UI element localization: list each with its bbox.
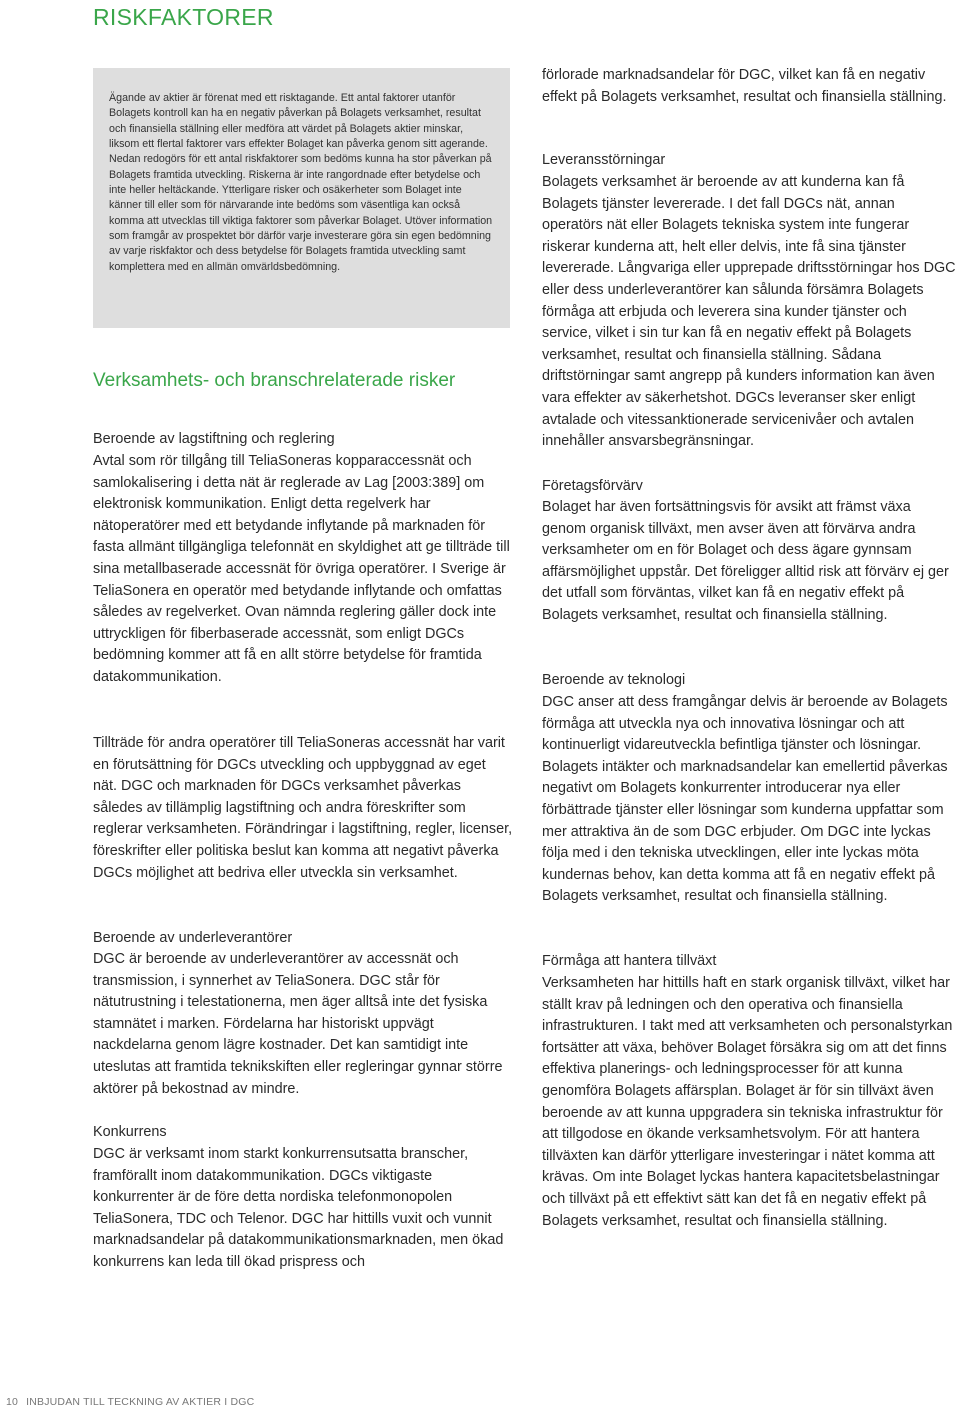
intro-box: [93, 68, 510, 328]
foretag-heading: Företagsförvärv: [542, 478, 643, 494]
tillvaxt-heading: Förmåga att hantera tillväxt: [542, 953, 717, 969]
underleverantorer-paragraph: DGC är beroende av underleverantörer av accessnät och transmission, i synnerhet av TeliaSonera. DGC står för nätutrustning i telestationerna, men äger alltså inte det fysiska stamnätet i marken. Fördelarna har historiskt uppvägt nackdelarna genom lägre kostnader. Det kan samtidigt inte uteslutas att framtida teknikskiften eller regleringar gynnar större aktörer på bekostnad av mindre.: [93, 951, 503, 1097]
konkurrens-paragraph: DGC är verksamt inom starkt konkurrensutsatta branscher, framförallt inom datakommunikation. DGCs viktigaste konkurrenter är de före detta nordiska telefonmonopolen TeliaSonera, TDC och Telenor. DGC har hittills vuxit och vunnit marknadsandelar på datakommunikationsmarknaden, men ökad konkurrens kan leda till ökad prispress och: [93, 1146, 504, 1270]
page-number: 10: [6, 1396, 19, 1408]
tillvaxt-paragraph: Verksamheten har hittills haft en stark organisk tillväxt, vilket har ställt krav på ledningen och den operativa och finansiella infrastrukturen. I takt med att verksamheten och personalstyrkan fortsätter att växa, behöver Bolaget försäkra sig om att det finns effektiva planerings- och ledningsprocesser för att kunna genomföra Bolagets affärsplan. Bolaget är för sin tillväxt även beroende av att kunna uppgradera sin tekniska infrastruktur för att tillgodose en ökande verksamhetsvolym. För att hantera tillväxten kan därför ytterligare investeringar i nätet komma att krävas. Om inte Bolaget lyckas hantera kapacitetsbelastningar och tillväxt på ett effektivt sätt kan det få en negativ effekt på Bolagets verksamhet, resultat och finansiella ställning.: [542, 975, 953, 1229]
page-title: RISKFAKTORER: [93, 4, 274, 30]
teknologi-heading: Beroende av teknologi: [542, 672, 686, 688]
intro-text: Ägande av aktier är förenat med ett risktagande. Ett antal faktorer utanför Bolagets kontroll kan ha en negativ påverkan på Bolagets verksamhet, resultat och finansiella ställning eller medföra att värdet på Bolagets aktier minskar, liksom ett flertal faktorer vars effekter Bolaget kan påverka genom sitt agerande. Nedan redogörs för ett antal riskfaktorer som bedöms kunna ha stor påverkan på Bolagets framtida utveckling. Riskerna är inte rangordnade efter betydelse och inte heller heltäckande. Ytterligare risker och osäkerheter som Bolaget inte känner till eller som för närvarande inte bedöms som väsentliga kan också komma att utvecklas till viktiga faktorer som påverkar Bolaget. Utöver information som framgår av prospektet bör därför varje investerare göra sin egen bedömning av varje riskfaktor och dess betydelse för Bolagets framtida utveckling samt komplettera med en allmän omvärldsbedömning.: [109, 92, 493, 273]
leverans-paragraph: Bolagets verksamhet är beroende av att kunderna kan få Bolagets tjänster levererade. I det fall DGCs nät, annan operatörs nät eller Bolagets tekniska system inte fungerar riskerar kunderna att, helt eller delvis, inte få sina tjänster levererade. Långvariga eller upprepade driftsstörningar hos DGC eller dess underleverantörer kan sålunda försämra Bolagets förmåga att erbjuda och leverera sina kunder tjänster och service, vilket i sin tur kan få en negativ effekt på Bolagets verksamhet, resultat och finansiella ställning. Sådana driftstörningar samt angrepp på kunders information kan även vara effekter av säkerhetshot. DGCs leveranser sker enligt avtalade och vitessanktionerade servicenivåer och avtalen innehåller ansvarsbegränsningar.: [542, 174, 956, 450]
page-footer: [6, 1396, 254, 1408]
foretag-paragraph: Bolaget har även fortsättningsvis för avsikt att främst växa genom organisk tillväxt, men avser även att förvärva andra verksamheter om en för Bolaget och dess ägare gynnsam affärsmöjlighet uppstår. Det föreligger alltid risk att förvärv ej ger det utfall som förväntas, vilket kan få en negativ effekt på Bolagets verksamhet, resultat och finansiella ställning.: [542, 499, 949, 623]
teknologi-paragraph: DGC anser att dess framgångar delvis är beroende av Bolagets förmåga att utveckla nya och innovativa lösningar och att kontinuerligt vidareutveckla befintliga tjänster och lösningar. Bolagets intäkter och marknadsandelar kan emellertid påverkas negativt om Bolagets konkurrenter introducerar nya eller förbättrade tjänster eller lösningar som kunderna uppfattar som mer attraktiva än de som DGC erbjuder. Om DGC inte lyckas följa med i den tekniska utvecklingen, eller inte lyckas möta kundernas behov, kan detta komma att få en negativ effekt på Bolagets verksamhet, resultat och finansiella ställning.: [542, 694, 948, 905]
reglering-paragraph-2: Tillträde för andra operatörer till TeliaSoneras accessnät har varit en förutsättning för DGCs utveckling och uppbyggnad av eget nät. DGC och marknaden för DGCs verksamhet påverkas således av tillämplig lagstiftning och andra föreskrifter som reglerar verksamheten. Förändringar i lagstiftning, regler, licenser, föreskrifter eller politiska beslut kan komma att negativt påverka DGCs möjlighet att bedriva eller utveckla sin verksamhet.: [93, 735, 513, 881]
konkurrens-heading: Konkurrens: [93, 1124, 167, 1140]
section-heading: Verksamhets- och branschrelaterade risker: [93, 370, 456, 391]
reglering-heading: Beroende av lagstiftning och reglering: [93, 431, 335, 447]
footer-document-title: INBJUDAN TILL TECKNING AV AKTIER I DGC: [26, 1396, 255, 1408]
underleverantorer-heading: Beroende av underleverantörer: [93, 930, 293, 946]
leverans-heading: Leveransstörningar: [542, 152, 666, 168]
continuation-paragraph: förlorade marknadsandelar för DGC, vilket kan få en negativ effekt på Bolagets verksamhet, resultat och finansiella ställning.: [542, 67, 947, 105]
reglering-paragraph-1: Avtal som rör tillgång till TeliaSoneras kopparaccessnät och samlokalisering i detta nät är reglerade av Lag [2003:389] om elektronisk kommunikation. Enligt detta regelverk har nätoperatörer med ett betydande inflytande på marknaden för fasta allmänt tillgängliga telefonnät en skyldighet att ge tillträde till sina metallbaserade accessnät för övriga operatörer. I Sverige är TeliaSonera en operatör med betydande inflytande och omfattas således av regelverket. Ovan nämnda reglering gäller dock inte uttryckligen för fiberbaserade accessnät, som enligt DGCs bedömning kommer att få en allt större betydelse för framtida datakommunikation.: [93, 453, 510, 685]
